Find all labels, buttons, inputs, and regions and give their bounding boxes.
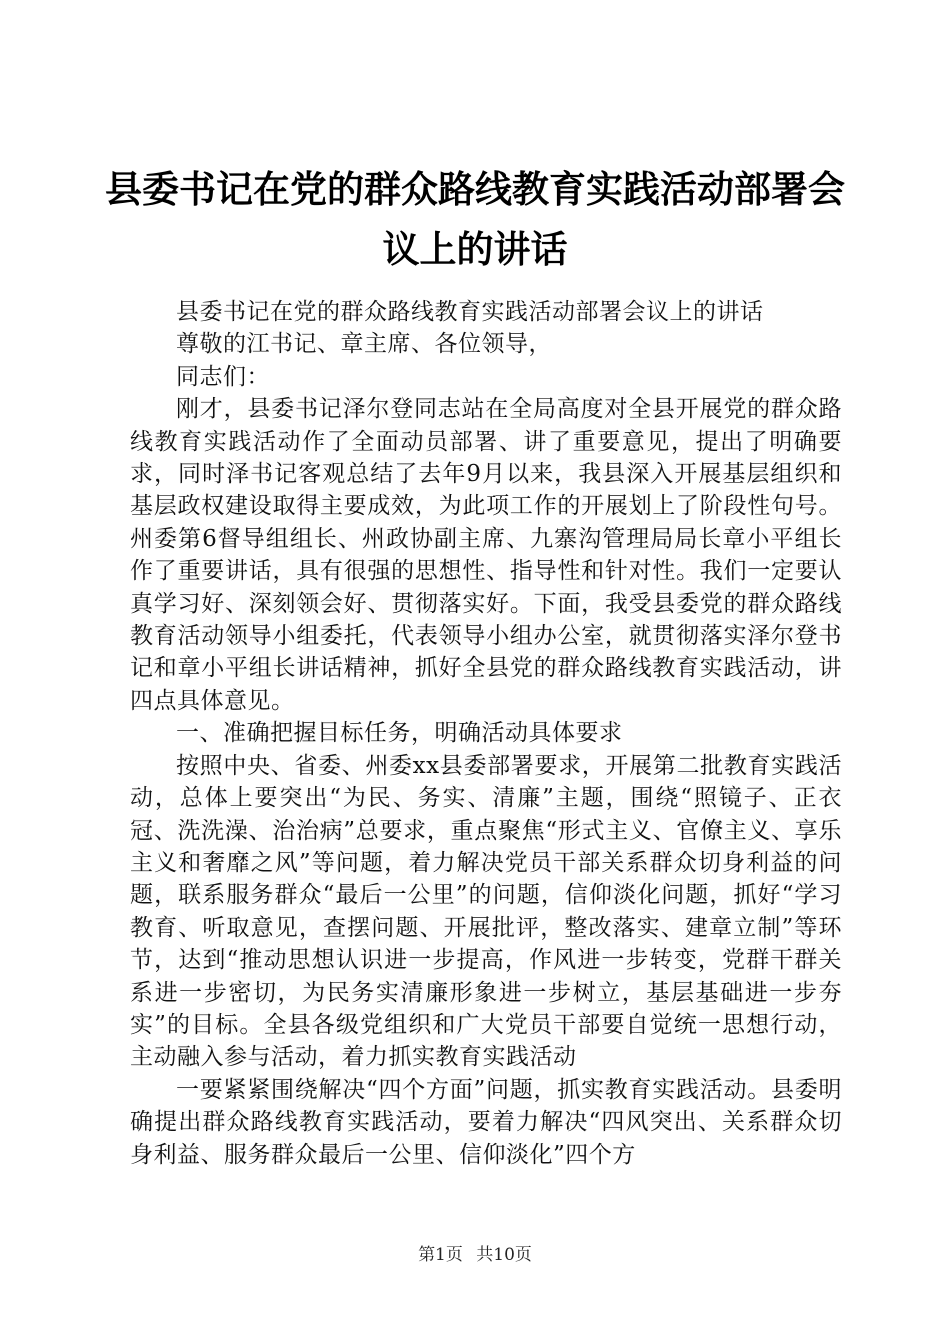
title-line-1: 县委书记在党的群众路线教育实践活动部署会 (105, 168, 845, 211)
document-title (100, 160, 850, 280)
section-heading: 一、准确把握目标任务，明确活动具体要求 (176, 720, 623, 747)
body-paragraph: 一要紧紧围绕解决“四个方面”问题，抓实教育实践活动。县委明确提出群众路线教育实践活动，要着力解决“四风突出、关系群众切身利益、服务群众最后一公里、信仰淡化”四个方 (130, 1076, 842, 1168)
body-paragraph: 按照中央、省委、州委xx县委部署要求，开展第二批教育实践活动，总体上要突出“为民、务实、清廉”主题，围绕“照镜子、正衣冠、洗洗澡、治治病”总要求，重点聚焦“形式主义、官僚主义、享乐主义和奢靡之风”等问题，着力解决党员干部关系群众切身利益的问题，联系服务群众“最后一公里”的问题，信仰淡化问题，抓好“学习教育、听取意见，查摆问题、开展批评，整改落实、建章立制”等环节，达到“推动思想认识进一步提高，作风进一步转变，党群干群关系进一步密切，为民务实清廉形象进一步树立，基层基础进一步夯实”的目标。全县各级党组织和广大党员干部要自觉统一思想行动，主动融入参与活动，着力抓实教育实践活动 (130, 752, 842, 1071)
body-paragraph: 刚才，县委书记泽尔登同志站在全局高度对全县开展党的群众路线教育实践活动作了全面动员部署、讲了重要意见，提出了明确要求，同时泽书记客观总结了去年9月以来，我县深入开展基层组织和基层政权建设取得主要成效，为此项工作的开展划上了阶段性句号。州委第6督导组组长、州政协副主席、九寨沟管理局局长章小平组长作了重要讲话，具有很强的思想性、指导性和针对性。我们一定要认真学习好、深刻领会好、贯彻落实好。下面，我受县委党的群众路线教育活动领导小组委托，代表领导小组办公室，就贯彻落实泽尔登书记和章小平组长讲话精神，抓好全县党的群众路线教育实践活动，讲四点具体意见。 (130, 396, 842, 714)
salutation-comrades: 同志们： (176, 363, 270, 390)
page-total: 共10页 (476, 1245, 532, 1265)
salutation-paragraph: 尊敬的江书记、章主席、各位领导， (176, 331, 552, 358)
page-footer (0, 1240, 950, 1265)
subtitle-paragraph: 县委书记在党的群众路线教育实践活动部署会议上的讲话 (176, 299, 764, 325)
page-number: 第1页 (418, 1245, 463, 1265)
document-body (130, 296, 842, 1171)
title-line-2: 议上的讲话 (382, 228, 568, 271)
